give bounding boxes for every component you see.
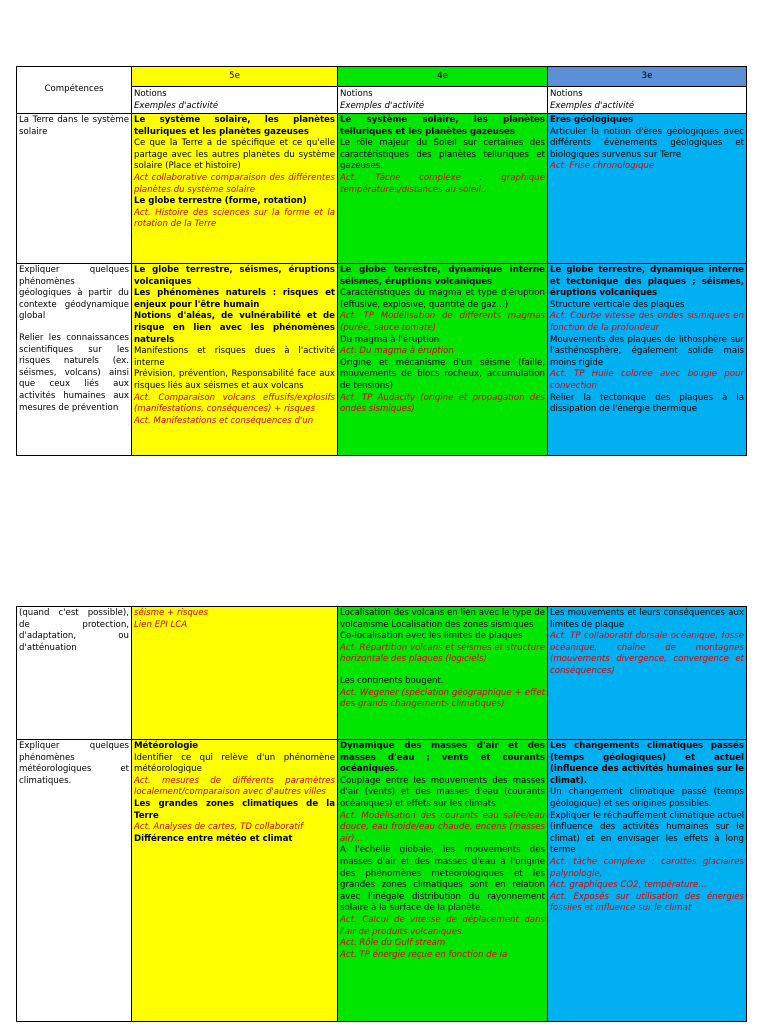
notion-text: Structure verticale des plaques — [550, 299, 685, 310]
level-4e-header: 4e — [338, 67, 548, 87]
cell-4e — [338, 264, 548, 456]
notion-title: Le globe terrestre (forme, rotation) — [134, 196, 307, 207]
notion-text: Prévision, prévention, Responsabilité face aux risques liés aux séismes et aux volcans — [134, 369, 335, 391]
cell-5e — [132, 264, 338, 456]
cell-5e — [132, 114, 338, 264]
activity-example: Act. TP énergie reçue en fonction de la — [340, 949, 508, 960]
competences-table-bottom — [16, 606, 747, 1022]
competence-text: Relier les connaissances scientifiques sur les risques naturels (ex. séismes, volcans) ainsi que ceux liés aux activités humaines aux mesures de prévention — [19, 332, 129, 413]
notion-title: Notions d'aléas, de vulnérabilité et de risque en lien avec les phénomènes naturels — [134, 311, 335, 345]
activity-example: séisme + risques — [134, 608, 209, 618]
activity-example: Act. TP collaboratif dorsale océanique, fosse océanique, chaîne de montagnes (mouvements divergence, convergence et conséquences) — [550, 631, 744, 676]
notion-text: Identifier ce qui relève d'un phénomène météorologique — [134, 752, 335, 775]
cell-4e — [338, 607, 548, 740]
notion-title: Eres géologiques — [550, 115, 634, 125]
cell-3e — [548, 264, 747, 456]
cell-4e — [338, 740, 548, 1022]
activity-example: Act. Rôle du Gulf stream — [340, 938, 446, 949]
activity-example: Act. Calcul de vitesse de déplacement dans l'air de produits volcaniques. — [340, 914, 545, 937]
competence-cell — [17, 607, 132, 740]
notions-header-4e: Notions Exemples d'activité — [338, 87, 548, 114]
notion-title: Le globe terrestre, dynamique interne séismes, éruptions volcaniques — [340, 265, 545, 287]
notion-text: Un changement climatique passé (temps géologique) et ses origines possibles. — [550, 787, 744, 809]
activity-example: Act. Du magma à éruption — [340, 346, 454, 357]
notions-header-5e: Notions Exemples d'activité — [132, 87, 338, 114]
activity-example: Act. Modélisation des courants eau salée/eau douce, eau froide/eau chaude, encens (masses air)… — [340, 810, 545, 844]
notion-text: Articuler la notion d'ères géologiques avec différents évènements géologiques et biologiques survenus sur Terre — [550, 126, 744, 160]
activity-example: Act. Wegener (spéciation géographique + effet des grands changements climatiques) — [340, 687, 545, 710]
notion-text: Du magma à l'éruption — [340, 334, 440, 345]
level-5e-header: 5e — [132, 67, 338, 87]
notion-text: Manifestions et risques dues à l'activité interne — [134, 346, 335, 368]
notion-text: Mouvements des plaques de lithosphère sur l'asthénosphère, également solide mais moins rigide — [550, 334, 744, 368]
notion-text: Le rôle majeur du Soleil sur certaines des caractéristiques des planètes telluriques et gazeuses. — [340, 138, 545, 172]
competences-table-top — [16, 66, 747, 456]
notion-text: Couplage entre les mouvements des masses d'air (vents) et des masses d'eau (courants océaniques) et effets sur les climats — [340, 775, 545, 809]
notion-title: Les phénomènes naturels : risques et enjeux pour l'être humain — [134, 288, 335, 310]
notion-title: Différence entre météo et climat — [134, 833, 293, 844]
cell-4e — [338, 114, 548, 264]
activity-example: Act. TP Modélisation de différents magmas (purée, sauce tomate) — [340, 311, 545, 333]
activity-example: Act. Frise chronologique — [550, 161, 655, 172]
activity-example: Lien EPI LCA — [134, 619, 188, 630]
notions-header-3e: Notions Exemples d'activité — [548, 87, 747, 114]
notion-title: Les grandes zones climatiques de la Terre — [134, 798, 335, 821]
notion-text: Les mouvements et leurs conséquences aux limites de plaque — [550, 608, 744, 630]
competence-text: La Terre dans le système solaire — [19, 115, 129, 137]
activity-example: Act. Répartition volcans et séismes et structure horizontale des plaques (logiciels) — [340, 642, 545, 665]
notion-text: Caractéristiques du magma et type d'éruption (effusive, explosive, quantité de gaz…) — [340, 288, 545, 310]
notion-title: Le système solaire, les planètes telluriques et les planètes gazeuses — [134, 115, 335, 137]
cell-3e — [548, 114, 747, 264]
blank-line — [340, 666, 545, 676]
notion-title: Le globe terrestre, séismes, éruptions volcaniques — [134, 265, 335, 287]
activity-example: Act. Histoire des sciences sur la forme et la rotation de la Terre — [134, 207, 335, 230]
notion-text: Relier la tectonique des plaques à la dissipation de l'énergie thermique — [550, 392, 744, 415]
notion-text: Localisation des volcans en lien avec le type de volcanisme Localisation des zones sismiques — [340, 608, 545, 630]
competences-header: Compétences — [17, 67, 132, 114]
cell-5e — [132, 740, 338, 1022]
competence-text: Expliquer quelques phénomènes météorologiques et climatiques. — [19, 741, 129, 786]
notion-title: Le globe terrestre, dynamique interne et tectonique des plaques ; séismes, éruptions volcaniques — [550, 265, 744, 299]
notion-text: Expliquer le réchauffement climatique actuel (influence des activités humaines sur le climat) et en envisager les effets à long terme — [550, 810, 744, 856]
notion-title: Les changements climatiques passés (temps géologiques) et actuel (influence des activités humaines sur le climat). — [550, 741, 744, 786]
notion-title: Le système solaire, les planètes telluriques et les planètes gazeuses — [340, 115, 545, 137]
activity-example: Act. TP Huile colorée avec bougie pour convection — [550, 369, 744, 391]
competence-cell — [17, 740, 132, 1022]
activity-example: Act. graphiques CO2, température… — [550, 880, 707, 891]
activity-example: Act. mesures de différents paramètres localement/comparaison avec d'autres villes — [134, 775, 335, 798]
activity-example: Act. Analyses de cartes, TD collaboratif — [134, 822, 303, 833]
activity-example: Act collaborative comparaison des différentes planètes du système solaire — [134, 172, 335, 195]
notion-text: Les continents bougent. — [340, 675, 444, 686]
activity-example: Act. Tâche complexe : graphique températures/distances au soleil… — [340, 172, 545, 195]
blank-line — [19, 323, 129, 333]
competence-cell — [17, 114, 132, 264]
notion-text: Co-localisation avec les limites de plaques — [340, 631, 523, 642]
competence-text: Expliquer quelques phénomènes géologiques à partir du contexte géodynamique global — [19, 265, 129, 322]
cell-3e — [548, 607, 747, 740]
cell-3e — [548, 740, 747, 1022]
activity-example: Act. Exposés sur utilisation des énergies fossiles et influence sur le climat — [550, 891, 744, 914]
notion-text: A l'échelle globale, les mouvements des masses d'air et des masses d'eau à l'origine des phénomènes météorologiques et les grandes zones climatiques sont en relation avec l'inégale distribution du rayonnement solaire à la surface de la planète. — [340, 845, 545, 914]
notion-text: Ce que la Terre a de spécifique et ce qu'elle partage avec les autres planètes du système solaire (Place et histoire) — [134, 138, 335, 172]
cell-5e — [132, 607, 338, 740]
notion-text: Origine et mécanisme d'un séisme (faille, mouvements de blocs rocheux, accumulation de tensions) — [340, 357, 545, 391]
notion-title: Météorologie — [134, 741, 199, 751]
competence-text: (quand c'est possible), de protection, d'adaptation, ou d'atténuation — [19, 608, 129, 653]
activity-example: Act. tâche complexe : carottes glaciaires palynologie, — [550, 856, 744, 879]
activity-example: Act. Courbe vitesse des ondes sismiques en fonction de la profondeur — [550, 311, 744, 333]
activity-example: Act. Comparaison volcans effusifs/explosifs (manifestations, conséquences) + risques — [134, 392, 335, 415]
activity-example: Act. Manifestations et conséquences d'un — [134, 415, 314, 426]
level-3e-header: 3e — [548, 67, 747, 87]
competence-cell — [17, 264, 132, 456]
activity-example: Act. TP Audacity (origine et propagation des ondes sismiques) — [340, 392, 545, 415]
notion-title: Dynamique des masses d'air et des masses d'eau ; vents et courants océaniques. — [340, 741, 545, 775]
